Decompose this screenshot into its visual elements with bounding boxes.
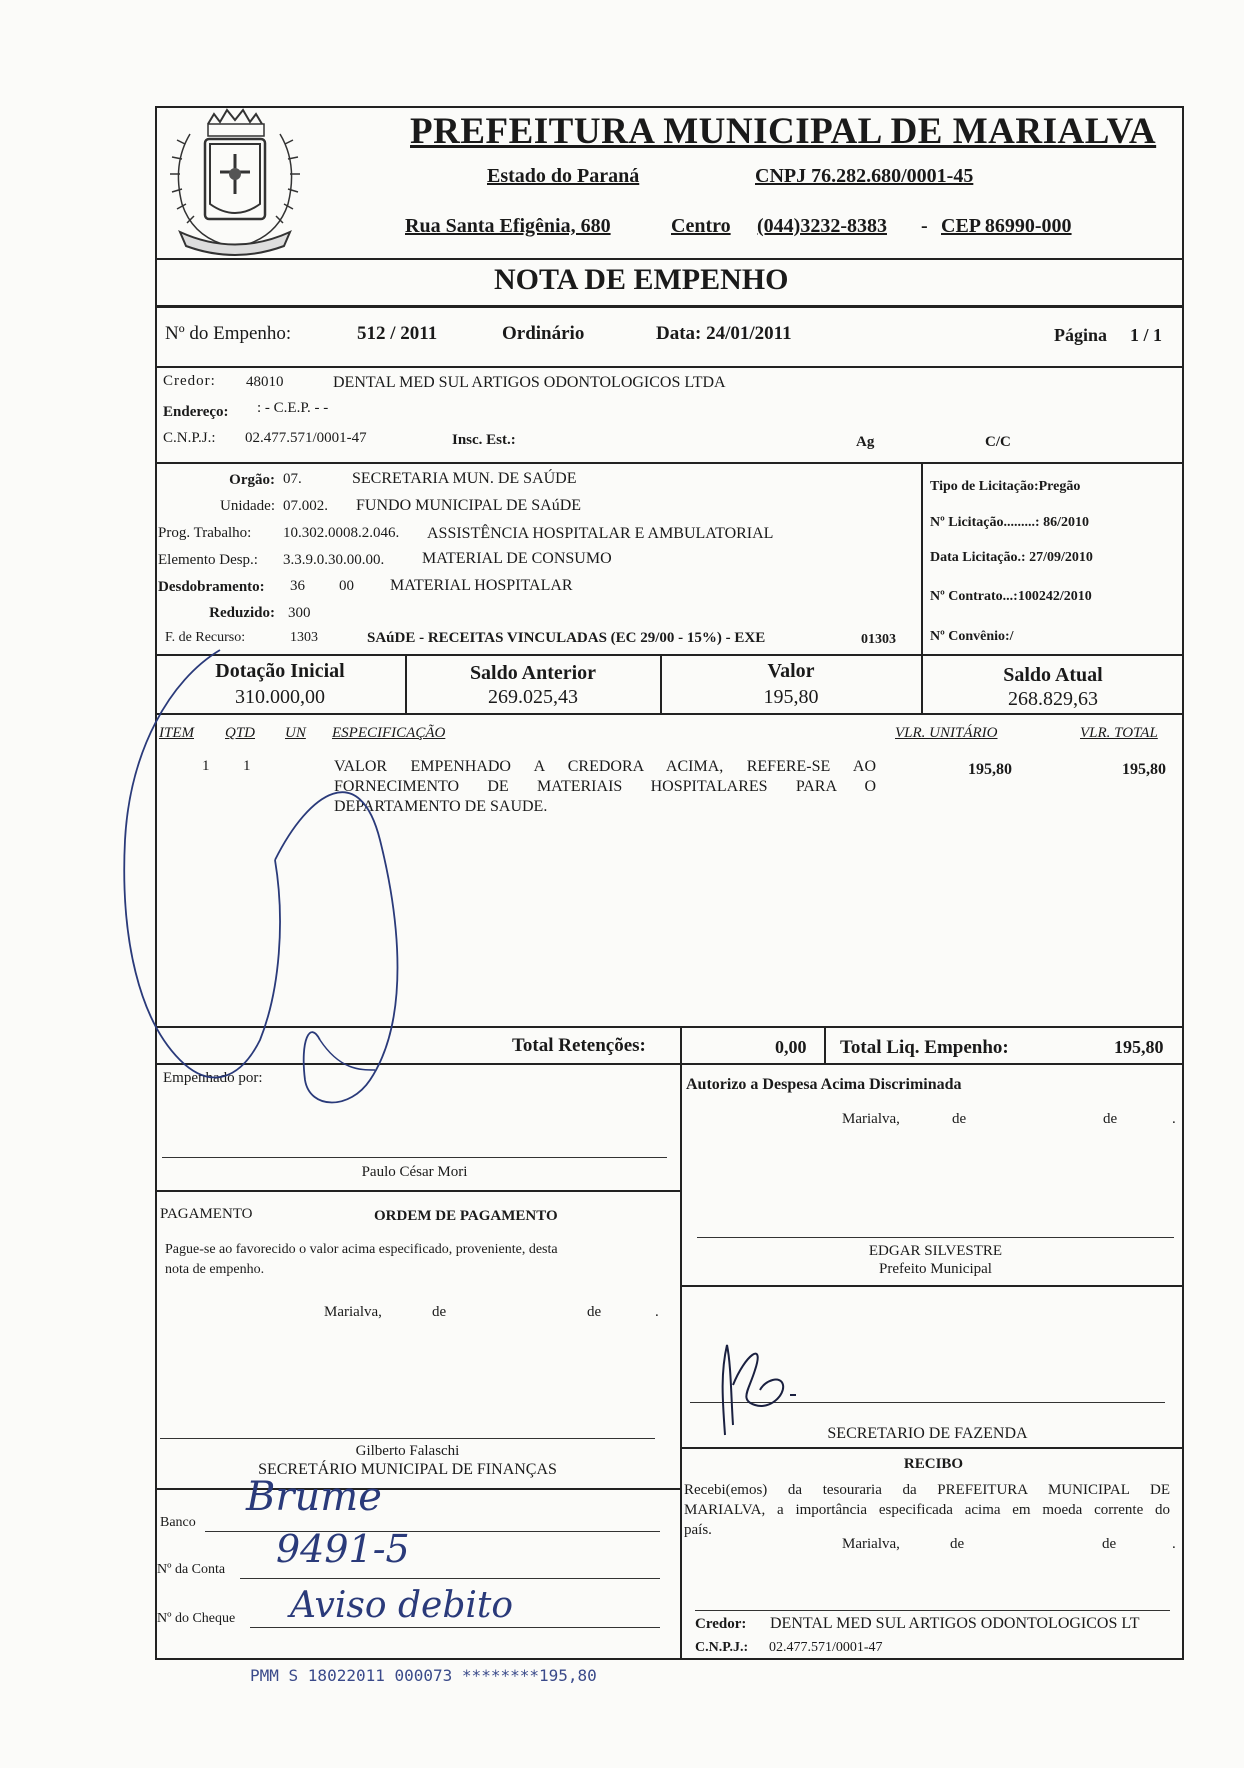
elemento-label: Elemento Desp.: bbox=[158, 552, 258, 568]
elemento-name: MATERIAL DE CONSUMO bbox=[422, 550, 612, 567]
financas-name: Gilberto Falaschi bbox=[355, 1443, 460, 1459]
header-address: Rua Santa Efigênia, 680 bbox=[405, 215, 611, 237]
pagamento-text2: nota de empenho. bbox=[165, 1262, 265, 1277]
pagamento-city: Marialva, bbox=[324, 1304, 382, 1320]
recibo-dot: . bbox=[1172, 1536, 1176, 1552]
footer-credor-label: Credor: bbox=[695, 1616, 747, 1632]
ag-label: Ag bbox=[856, 434, 875, 450]
item-spec-line1: VALOR EMPENHADO A CREDORA ACIMA, REFERE-SE AO bbox=[334, 758, 876, 775]
item-qtd: 1 bbox=[243, 758, 251, 774]
total-retencoes-value: 0,00 bbox=[775, 1037, 807, 1057]
autorizo-dot: . bbox=[1172, 1111, 1176, 1127]
valor-label: Valor bbox=[767, 660, 815, 682]
saldo-atual-value: 268.829,63 bbox=[1008, 688, 1098, 710]
empenho-number: 512 / 2011 bbox=[357, 323, 438, 344]
conta-label: Nº da Conta bbox=[157, 1562, 226, 1577]
prog-name: ASSISTÊNCIA HOSPITALAR E AMBULATORIAL bbox=[427, 525, 774, 542]
item-number: 1 bbox=[202, 758, 210, 774]
empenhado-por-label: Empenhado por: bbox=[163, 1070, 263, 1086]
recibo-de2: de bbox=[1102, 1536, 1117, 1552]
fazenda-signature bbox=[705, 1325, 815, 1445]
item-spec-line3: DEPARTAMENTO DE SAUDE. bbox=[334, 798, 548, 815]
recibo-text3: país. bbox=[684, 1522, 712, 1538]
pagamento-de1: de bbox=[432, 1304, 447, 1320]
orgao-name: SECRETARIA MUN. DE SAÚDE bbox=[352, 470, 577, 487]
valor-value: 195,80 bbox=[763, 686, 819, 708]
document-title: NOTA DE EMPENHO bbox=[494, 263, 789, 296]
pagamento-dot: . bbox=[655, 1304, 659, 1320]
credor-label: Credor: bbox=[163, 373, 216, 389]
financas-role: SECRETÁRIO MUNICIPAL DE FINANÇAS bbox=[258, 1461, 557, 1478]
desdobramento-code1: 36 bbox=[290, 578, 305, 594]
desdobramento-code2: 00 bbox=[339, 578, 354, 594]
footer-credor-name: DENTAL MED SUL ARTIGOS ODONTOLOGICOS LT bbox=[770, 1615, 1140, 1632]
header-cep: CEP 86990-000 bbox=[941, 215, 1072, 237]
insc-label: Insc. Est.: bbox=[452, 432, 516, 448]
saldo-anterior-value: 269.025,43 bbox=[488, 686, 578, 708]
municipality-title: PREFEITURA MUNICIPAL DE MARIALVA bbox=[410, 111, 1157, 152]
desdobramento-label: Desdobramento: bbox=[158, 579, 265, 595]
pagamento-label: PAGAMENTO bbox=[160, 1206, 253, 1222]
recibo-city: Marialva, bbox=[842, 1536, 900, 1552]
fazenda-role: SECRETARIO DE FAZENDA bbox=[827, 1425, 1028, 1442]
endereco-value: : - C.E.P. - - bbox=[257, 400, 329, 416]
conta-handwritten: 9491-5 bbox=[276, 1527, 410, 1571]
saldo-anterior-label: Saldo Anterior bbox=[469, 662, 597, 684]
empenhado-por-name: Paulo César Mori bbox=[361, 1164, 468, 1180]
unidade-label: Unidade: bbox=[220, 498, 275, 514]
ordem-pagamento-label: ORDEM DE PAGAMENTO bbox=[374, 1208, 558, 1224]
col-qtd: QTD bbox=[225, 725, 256, 741]
empenho-type: Ordinário bbox=[502, 323, 585, 344]
total-liquido-label: Total Liq. Empenho: bbox=[840, 1037, 1009, 1058]
cheque-handwritten: Aviso debito bbox=[290, 1585, 514, 1626]
state-name: Estado do Paraná bbox=[487, 165, 640, 187]
prefeito-role: Prefeito Municipal bbox=[879, 1261, 992, 1277]
unidade-name: FUNDO MUNICIPAL DE SAúDE bbox=[356, 497, 582, 514]
recibo-title: RECIBO bbox=[903, 1456, 964, 1472]
credor-code: 48010 bbox=[246, 374, 284, 390]
prog-code: 10.302.0008.2.046. bbox=[283, 525, 400, 541]
recibo-text2: MARIALVA, a importância especificada acima em moeda corrente do bbox=[684, 1502, 1170, 1518]
autorizo-label: Autorizo a Despesa Acima Discriminada bbox=[686, 1076, 962, 1093]
recibo-text1: Recebi(emos) da tesouraria da PREFEITURA MUNICIPAL DE bbox=[684, 1482, 1170, 1498]
endereco-label: Endereço: bbox=[163, 404, 229, 420]
header-district: Centro bbox=[671, 215, 731, 237]
item-vunit: 195,80 bbox=[968, 761, 1012, 778]
banco-label: Banco bbox=[160, 1515, 196, 1530]
credor-cnpj: 02.477.571/0001-47 bbox=[245, 430, 367, 446]
reduzido-code: 300 bbox=[288, 605, 311, 621]
empenho-date: Data: 24/01/2011 bbox=[656, 323, 792, 344]
pagamento-text1: Pague-se ao favorecido o valor acima especificado, proveniente, desta bbox=[165, 1242, 558, 1257]
cnpj-label: C.N.P.J.: bbox=[163, 430, 216, 446]
dotacao-value: 310.000,00 bbox=[235, 686, 325, 708]
header-cnpj: CNPJ 76.282.680/0001-45 bbox=[755, 165, 974, 187]
total-liquido-value: 195,80 bbox=[1114, 1037, 1164, 1057]
fonte-code: 1303 bbox=[290, 630, 318, 645]
orgao-label: Orgão: bbox=[229, 472, 275, 488]
cc-label: C/C bbox=[985, 434, 1011, 450]
page-label: Página bbox=[1054, 325, 1108, 345]
col-especificacao: ESPECIFICAÇÃO bbox=[332, 725, 446, 741]
item-vtotal: 195,80 bbox=[1122, 761, 1166, 778]
numero-convenio: Nº Convênio:/ bbox=[930, 629, 1014, 644]
col-un: UN bbox=[285, 725, 306, 741]
data-licitacao: Data Licitação.: 27/09/2010 bbox=[930, 550, 1093, 565]
numero-licitacao: Nº Licitação.........: 86/2010 bbox=[930, 515, 1089, 530]
unidade-code: 07.002. bbox=[283, 498, 328, 514]
cheque-label: Nº do Cheque bbox=[157, 1611, 236, 1626]
autorizo-de1: de bbox=[952, 1111, 967, 1127]
footer-cnpj-label: C.N.P.J.: bbox=[695, 1640, 749, 1655]
autorizo-de2: de bbox=[1103, 1111, 1118, 1127]
item-spec-line2: FORNECIMENTO DE MATERIAIS HOSPITALARES PARA O bbox=[334, 778, 876, 795]
banco-handwritten: Brume bbox=[246, 1474, 382, 1520]
tipo-licitacao: Tipo de Licitação:Pregão bbox=[930, 479, 1081, 494]
fonte-name: SAúDE - RECEITAS VINCULADAS (EC 29/00 - 15%) - EXE bbox=[367, 630, 766, 646]
col-item: ITEM bbox=[159, 725, 194, 741]
pagamento-de2: de bbox=[587, 1304, 602, 1320]
header-separator: - bbox=[921, 215, 928, 237]
handwritten-signature-large bbox=[110, 640, 470, 1160]
fonte-label: F. de Recurso: bbox=[165, 630, 246, 645]
header-phone: (044)3232-8383 bbox=[757, 215, 887, 237]
page-number: 1 / 1 bbox=[1130, 325, 1163, 345]
autorizo-city: Marialva, bbox=[842, 1111, 900, 1127]
saldo-atual-label: Saldo Atual bbox=[1003, 664, 1103, 686]
prog-label: Prog. Trabalho: bbox=[158, 525, 252, 541]
elemento-code: 3.3.9.0.30.00.00. bbox=[283, 552, 385, 568]
credor-name: DENTAL MED SUL ARTIGOS ODONTOLOGICOS LTDA bbox=[333, 374, 726, 391]
numero-contrato: Nº Contrato...:100242/2010 bbox=[930, 589, 1092, 604]
desdobramento-name: MATERIAL HOSPITALAR bbox=[390, 577, 573, 594]
total-retencoes-label: Total Retenções: bbox=[512, 1035, 646, 1056]
dotacao-label: Dotação Inicial bbox=[215, 660, 345, 682]
fonte-code2: 01303 bbox=[861, 632, 896, 647]
col-valor-unitario: VLR. UNITÁRIO bbox=[895, 725, 998, 741]
reduzido-label: Reduzido: bbox=[209, 605, 275, 621]
prefeito-name: EDGAR SILVESTRE bbox=[868, 1243, 1003, 1259]
footer-cnpj-value: 02.477.571/0001-47 bbox=[769, 1640, 883, 1655]
empenho-number-label: Nº do Empenho: bbox=[165, 323, 292, 344]
orgao-code: 07. bbox=[283, 471, 302, 487]
recibo-de1: de bbox=[950, 1536, 965, 1552]
coat-of-arms-logo bbox=[160, 104, 310, 259]
payment-stamp: PMM S 18022011 000073 ********195,80 bbox=[250, 1666, 597, 1685]
col-valor-total: VLR. TOTAL bbox=[1080, 725, 1158, 741]
